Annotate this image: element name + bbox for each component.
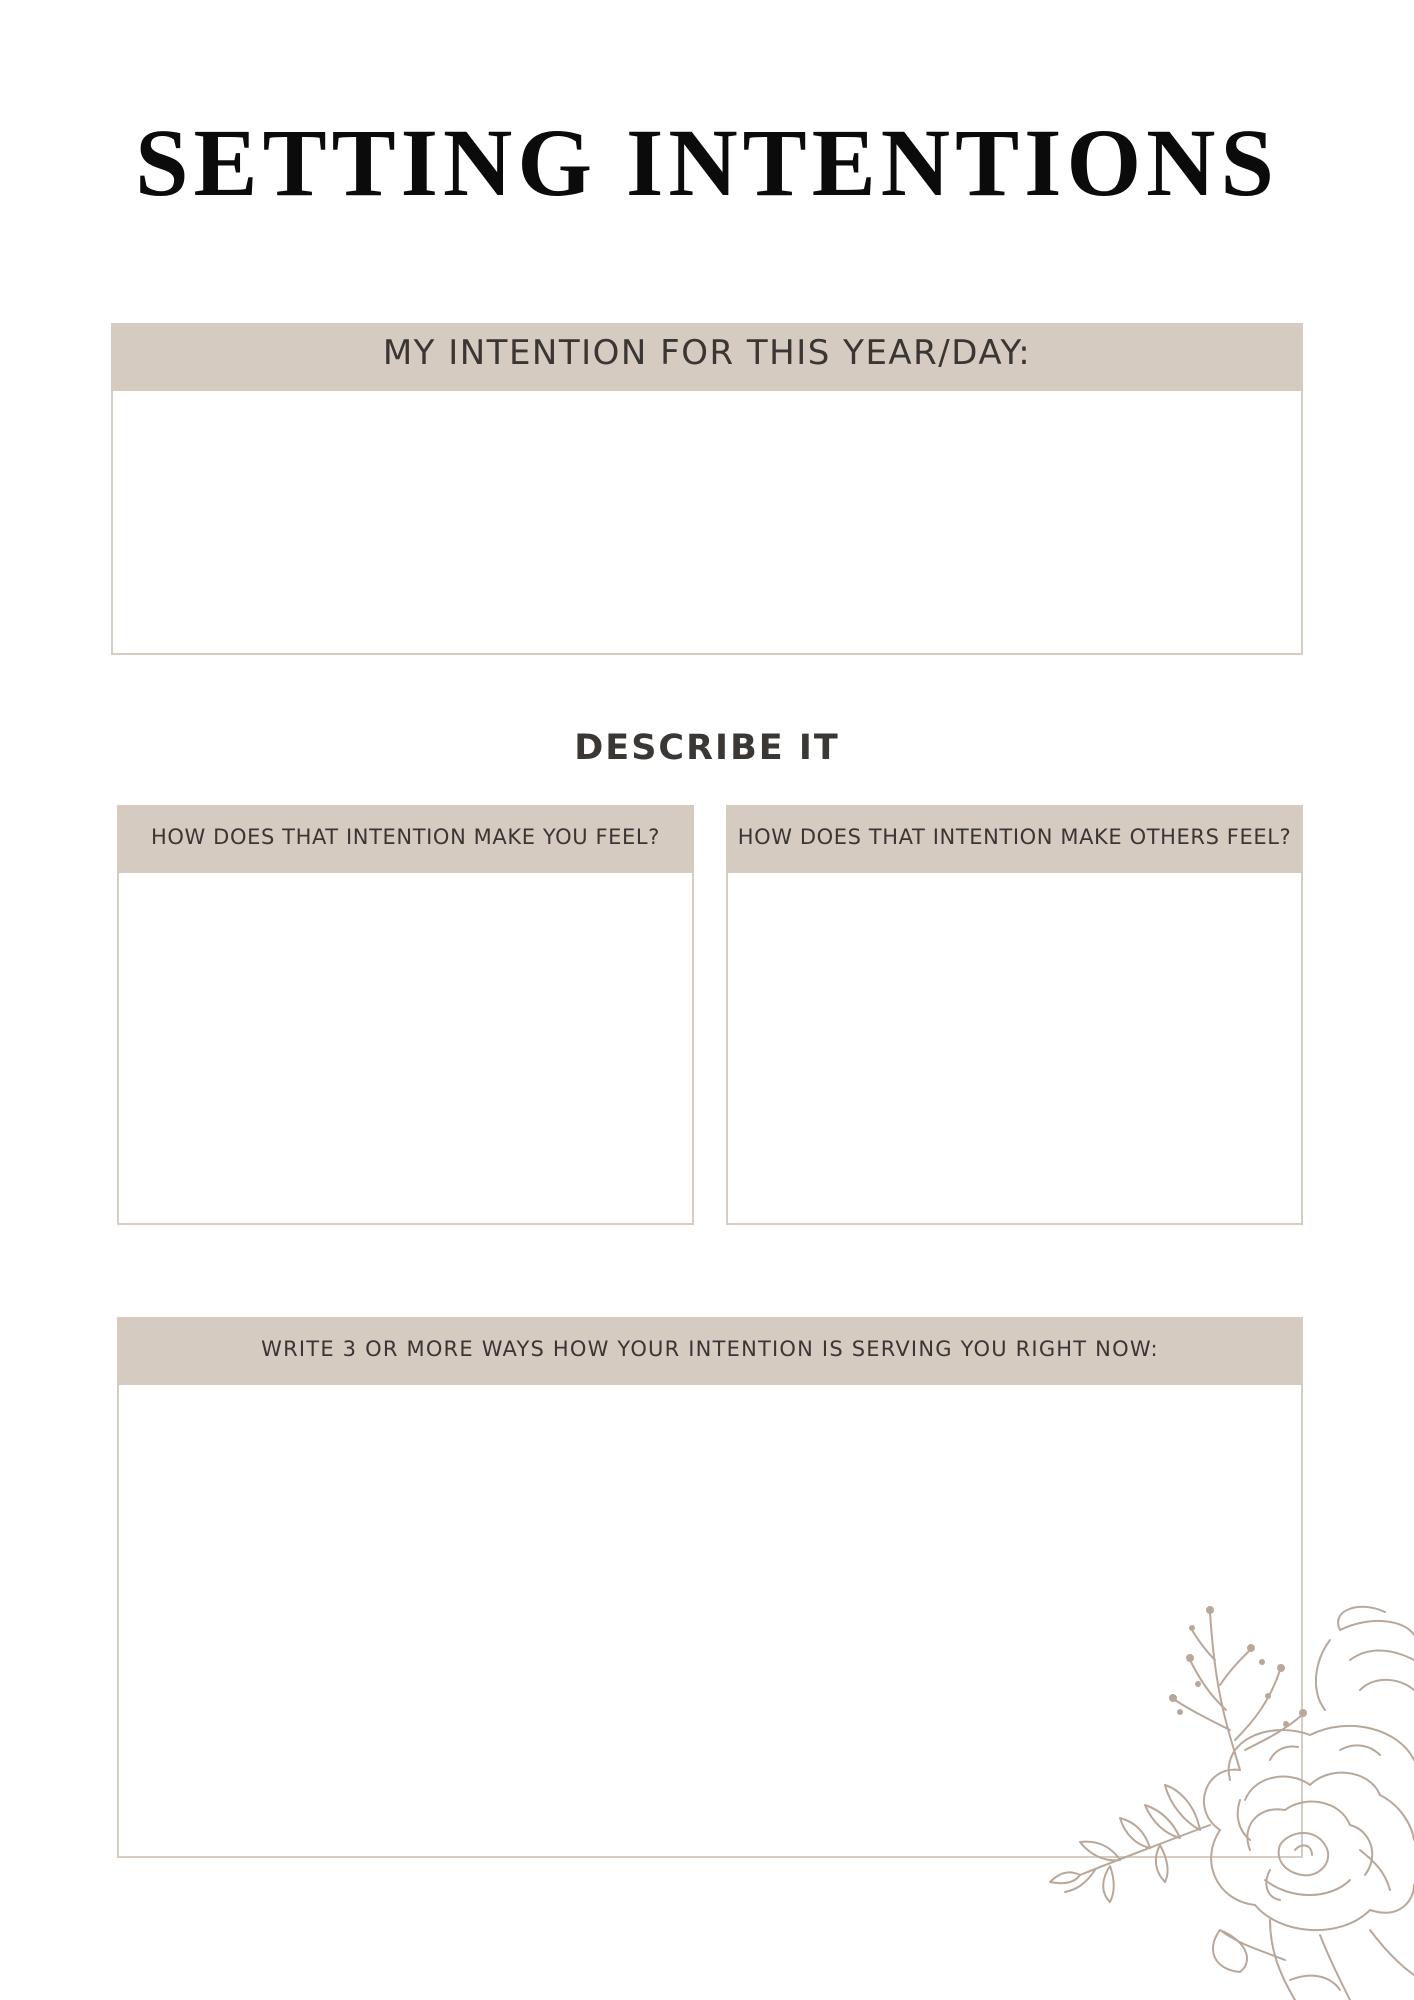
feel-self-writing-box[interactable] bbox=[117, 805, 694, 1225]
feel-self-box-header: HOW DOES THAT INTENTION MAKE YOU FEEL? bbox=[117, 805, 694, 873]
back-peony bbox=[1316, 1607, 1414, 1710]
page-title: SETTING INTENTIONS bbox=[135, 109, 1279, 216]
intention-box-header: MY INTENTION FOR THIS YEAR/DAY: bbox=[111, 323, 1303, 391]
lower-stems bbox=[1213, 1920, 1414, 2000]
feel-others-writing-box[interactable] bbox=[726, 805, 1303, 1225]
describe-it-heading: DESCRIBE IT bbox=[574, 728, 840, 768]
serving-box-header: WRITE 3 OR MORE WAYS HOW YOUR INTENTION IS SERVING YOU RIGHT NOW: bbox=[117, 1317, 1303, 1385]
feel-others-box-header: HOW DOES THAT INTENTION MAKE OTHERS FEEL? bbox=[726, 805, 1303, 873]
leaf-branch bbox=[1050, 1785, 1210, 1902]
peony-floral-icon bbox=[1040, 1600, 1414, 2000]
intention-writing-box[interactable] bbox=[111, 323, 1303, 655]
